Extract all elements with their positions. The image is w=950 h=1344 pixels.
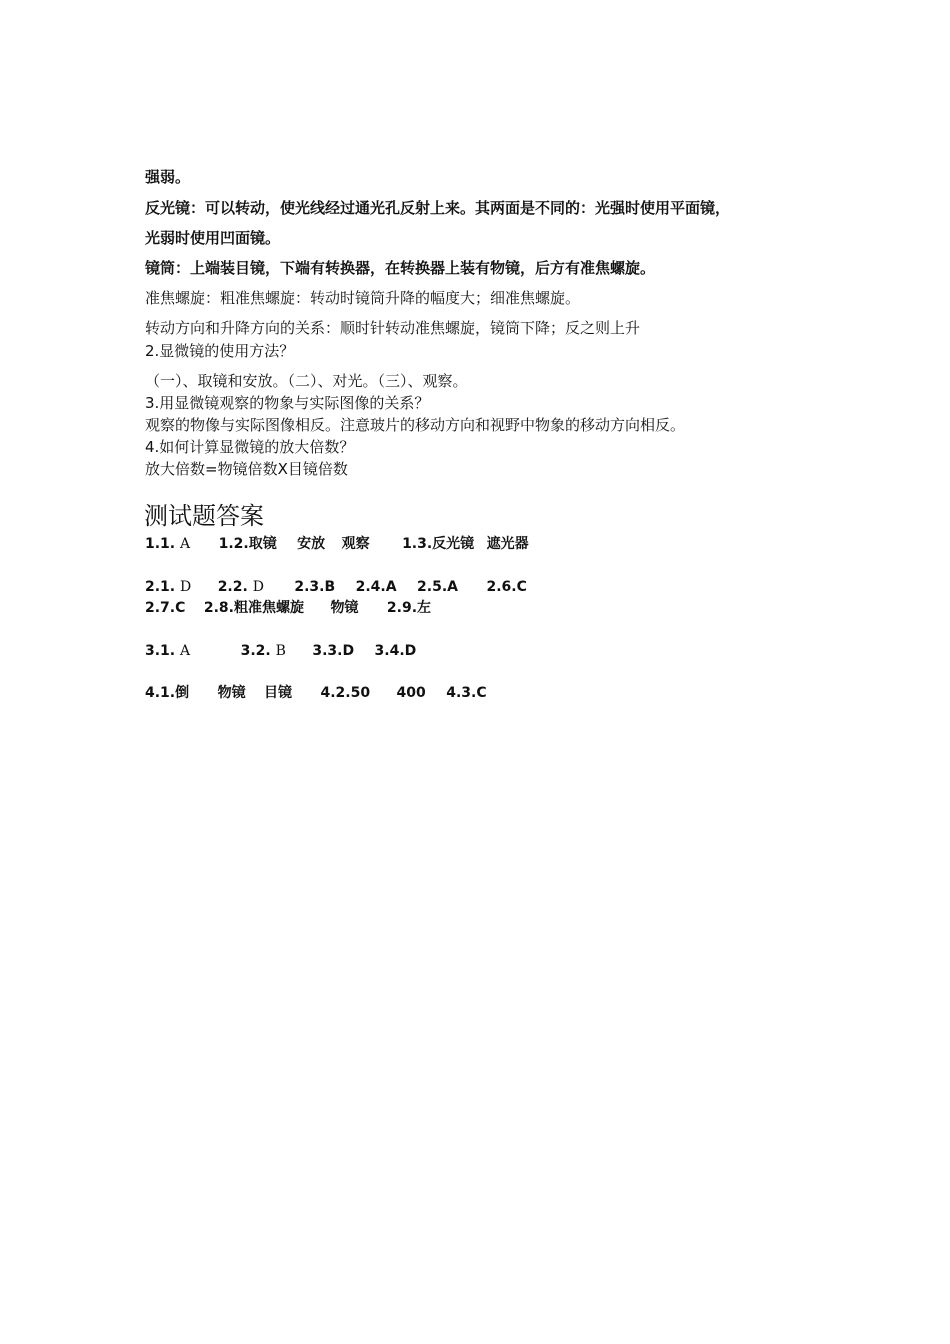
text-line: 强弱。 (145, 168, 191, 186)
answer-item: 2.9.左 (386, 600, 432, 616)
answer-row-1 (145, 534, 529, 554)
answer-value: 物镜 (330, 600, 359, 616)
answer-value: 物镜 (217, 685, 246, 701)
answer-item: 4.1.倒 (145, 685, 190, 701)
answer-item: 3.3.D (312, 643, 355, 659)
answer-number: 2.1. (145, 579, 180, 595)
answer-value: B (275, 643, 286, 659)
answer-value: D (252, 579, 264, 595)
question-4: 4.如何计算显微镜的放大倍数？ (145, 438, 355, 456)
answer-item: 2.7.C (145, 600, 186, 616)
answer-item: 1.3.反光镜 (402, 536, 475, 552)
answer-item: 4.2.50 (320, 685, 371, 701)
answer-item: 2.3.B (294, 579, 336, 595)
text-line: 准焦螺旋：粗准焦螺旋：转动时镜筒升降的幅度大；细准焦螺旋。 (145, 289, 581, 307)
answer-number: 1.1. (145, 536, 180, 552)
answer-value: 观察 (341, 536, 370, 552)
answer-row-4 (145, 641, 416, 661)
answer-value: 目镜 (264, 685, 293, 701)
answer-number: 3.1. (145, 643, 180, 659)
answers-heading: 测试题答案 (144, 502, 264, 530)
answer-item: 1.2.取镜 (218, 536, 277, 552)
answer-item: 4.3.C (446, 685, 487, 701)
text-line: 反光镜：可以转动，使光线经过通光孔反射上来。其两面是不同的：光强时使用平面镜， (145, 199, 731, 217)
answer-value: 安放 (297, 536, 326, 552)
answer-row-3 (145, 598, 431, 618)
answer-item: 400 (396, 685, 426, 701)
text-line: 光弱时使用凹面镜。 (145, 229, 281, 247)
text-line: 镜筒：上端装目镜，下端有转换器，在转换器上装有物镜，后方有准焦螺旋。 (145, 259, 656, 277)
answer-value: A (180, 643, 191, 659)
answer-2: （一）、取镜和安放。（二）、对光。（三）、观察。 (145, 372, 468, 390)
answer-item: 2.8.粗准焦螺旋 (203, 600, 304, 616)
answer-item: 2.6.C (486, 579, 527, 595)
answer-value: A (180, 536, 191, 552)
answer-number: 2.2. (217, 579, 253, 595)
answer-item: 2.5.A (417, 579, 459, 595)
question-3: 3.用显微镜观察的物象与实际图像的关系？ (145, 394, 430, 412)
answer-3: 观察的物像与实际图像相反。注意玻片的移动方向和视野中物象的移动方向相反。 (145, 416, 686, 434)
answer-item: 2.4.A (355, 579, 397, 595)
answer-number: 3.2. (240, 643, 276, 659)
question-2: 2.显微镜的使用方法？ (145, 342, 295, 360)
answer-row-2 (145, 577, 527, 597)
answer-value: 遮光器 (486, 536, 529, 552)
answer-4: 放大倍数=物镜倍数X目镜倍数 (145, 460, 348, 478)
answer-row-5 (145, 683, 487, 703)
answer-item: 3.4.D (374, 643, 417, 659)
text-line: 转动方向和升降方向的关系：顺时针转动准焦螺旋，镜筒下降；反之则上升 (145, 319, 641, 337)
answer-value: D (180, 579, 192, 595)
